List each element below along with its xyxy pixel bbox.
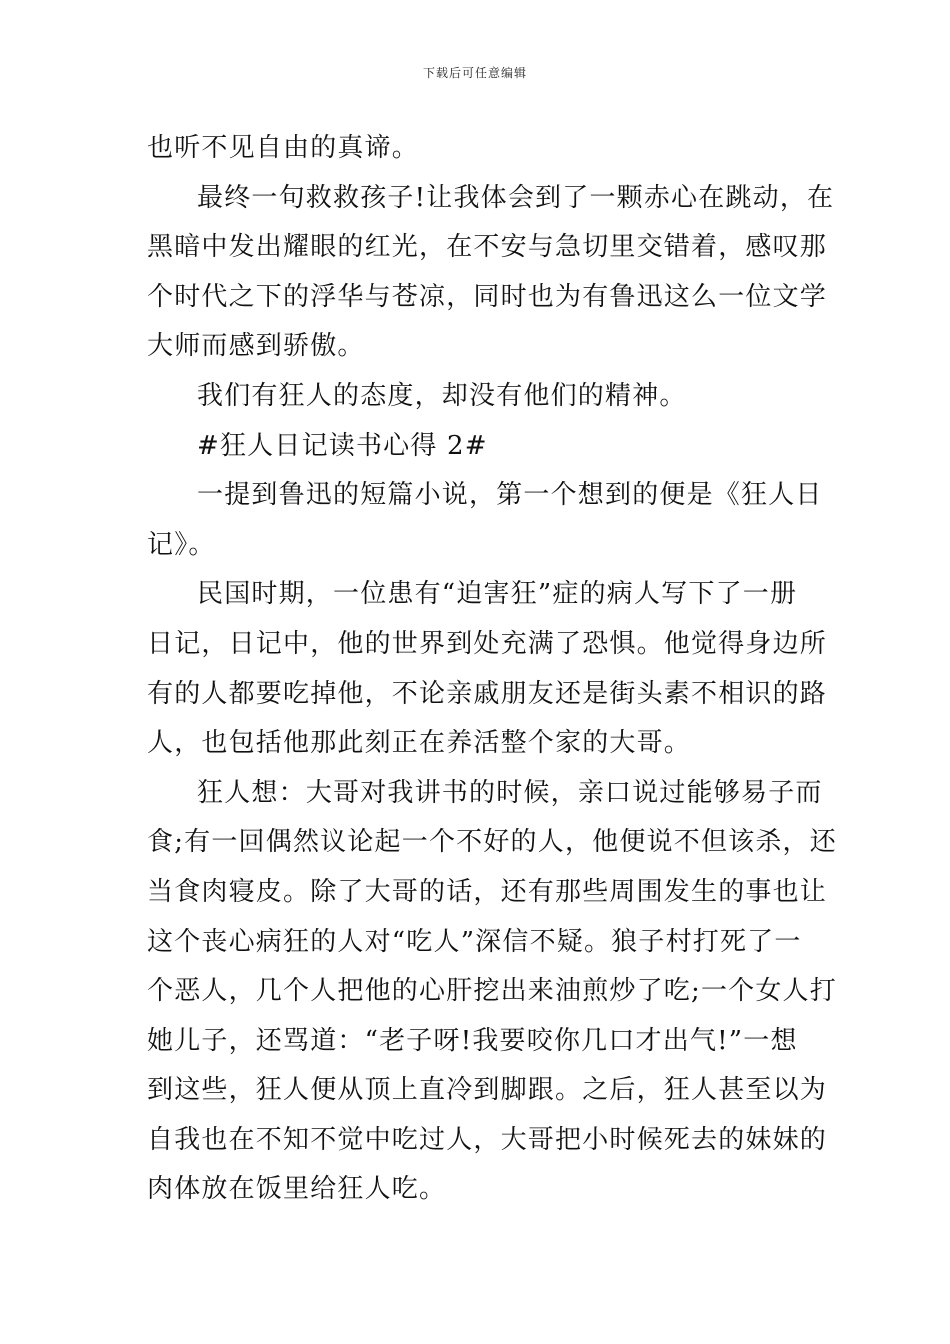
text-line: 自我也在不知不觉中吃过人，大哥把小时候死去的妹妹的 bbox=[147, 1124, 828, 1155]
text-line: 大师而感到骄傲。 bbox=[147, 331, 365, 362]
text-line: 当食肉寝皮。除了大哥的话，还有那些周围发生的事也让 bbox=[147, 876, 828, 907]
text-line: 到这些，狂人便从顶上直冷到脚跟。之后，狂人甚至以为 bbox=[147, 1075, 828, 1106]
text-line: 民国时期，一位患有“迫害狂”症的病人写下了一册 bbox=[197, 579, 798, 610]
text-line: 有的人都要吃掉他，不论亲戚朋友还是街头素不相识的路 bbox=[147, 678, 828, 709]
page-header: 下载后可任意编辑 bbox=[422, 66, 527, 80]
document-body bbox=[147, 124, 837, 1215]
text-line: 狂人想：大哥对我讲书的时候，亲口说过能够易子而 bbox=[197, 777, 823, 808]
text-line: 肉体放在饭里给狂人吃。 bbox=[147, 1174, 447, 1205]
text-line: 最终一句救救孩子!让我体会到了一颗赤心在跳动，在 bbox=[197, 182, 835, 213]
section-heading: #狂人日记读书心得 2# bbox=[197, 430, 488, 461]
text-line: 个时代之下的浮华与苍凉，同时也为有鲁迅这么一位文学 bbox=[147, 281, 828, 312]
text-line: 个恶人，几个人把他的心肝挖出来油煎炒了吃;一个女人打 bbox=[147, 976, 837, 1007]
text-line: 我们有狂人的态度，却没有他们的精神。 bbox=[197, 380, 687, 411]
text-line: 黑暗中发出耀眼的红光，在不安与急切里交错着，感叹那 bbox=[147, 232, 828, 263]
text-line: 她儿子，还骂道：“老子呀!我要咬你几口才出气!”一想 bbox=[147, 1025, 798, 1056]
text-line: 人，也包括他那此刻正在养活整个家的大哥。 bbox=[147, 728, 692, 759]
text-line: 这个丧心病狂的人对“吃人”深信不疑。狼子村打死了一 bbox=[147, 926, 802, 957]
text-line: 一提到鲁迅的短篇小说，第一个想到的便是《狂人日 bbox=[197, 480, 823, 511]
text-line: 日记，日记中，他的世界到处充满了恐惧。他觉得身边所 bbox=[147, 628, 828, 659]
text-line: 食;有一回偶然议论起一个不好的人，他便说不但该杀，还 bbox=[147, 827, 837, 858]
text-line: 记》。 bbox=[147, 529, 216, 560]
text-line: 也听不见自由的真谛。 bbox=[147, 133, 420, 163]
